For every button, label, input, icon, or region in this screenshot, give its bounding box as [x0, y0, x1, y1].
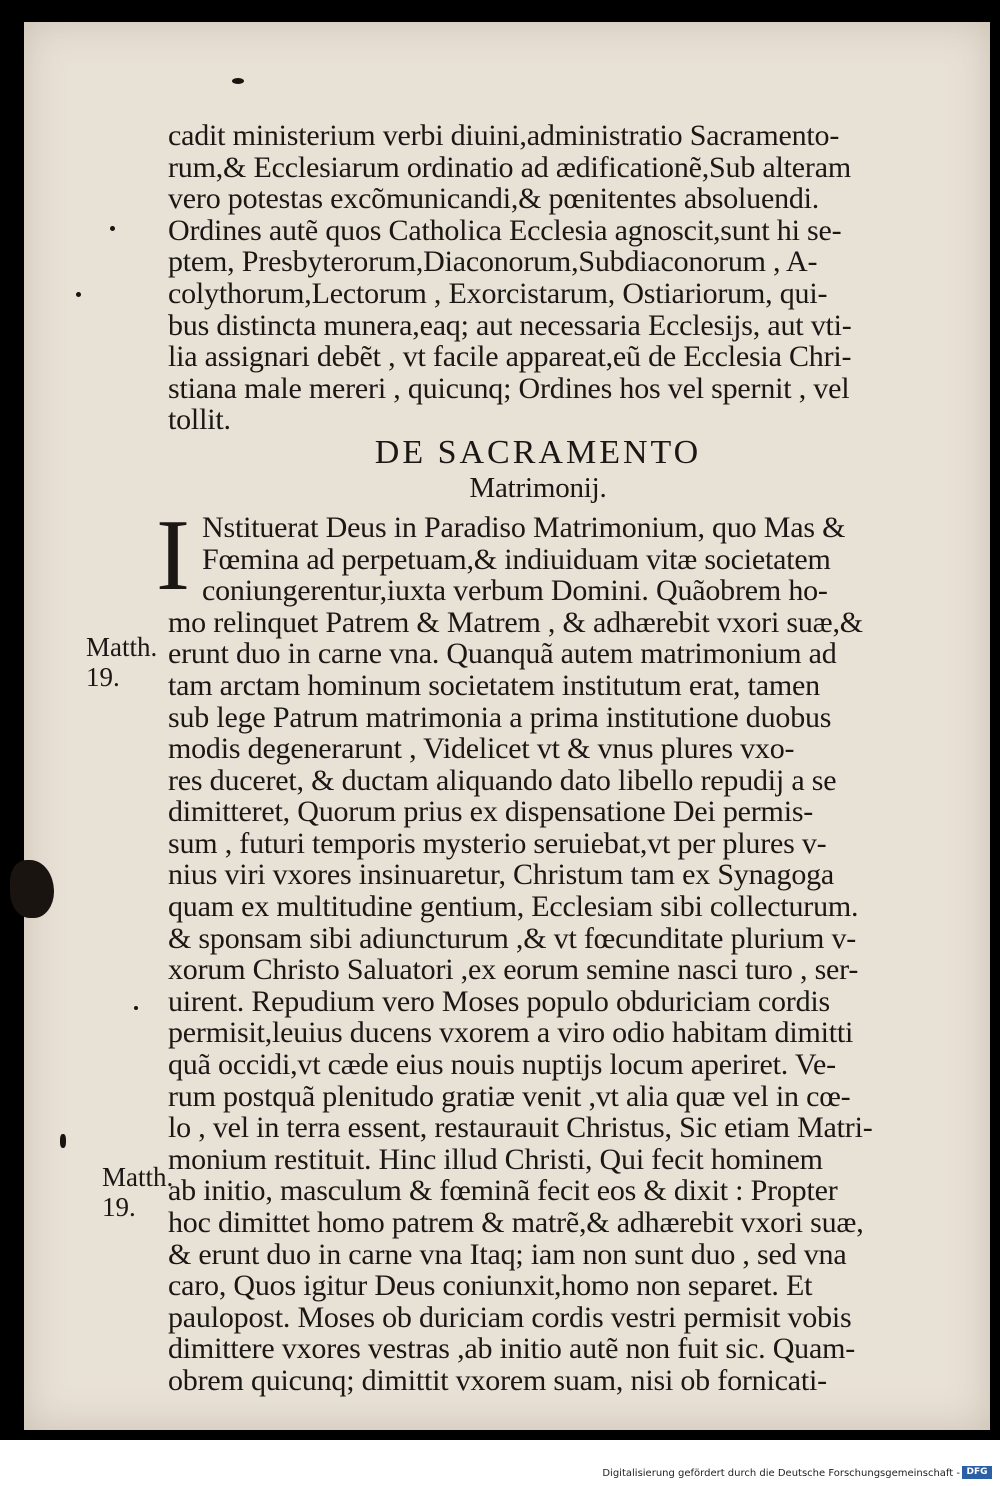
section-body — [168, 607, 928, 1397]
section-top — [168, 120, 928, 436]
text-line: Ordines autẽ quos Catholica Ecclesia agnoscit,sunt hi se- — [168, 213, 842, 247]
text-line: permisit,leuius ducens vxorem a viro odio habitam dimitti — [168, 1016, 854, 1050]
text-line: nius viri vxores insinuaretur, Christum tam ex Synagoga — [168, 858, 835, 892]
ink-stain — [10, 860, 54, 918]
dfg-logo-icon: DFG — [962, 1466, 992, 1479]
ink-speck — [76, 292, 81, 297]
text-line: & sponsam sibi adiuncturum ,& vt fœcunditate plurium v- — [168, 921, 857, 955]
section-heading: DE SACRAMENTO — [374, 433, 702, 471]
text-line: lo , vel in terra essent, restaurauit Christus, Sic etiam Matri- — [168, 1111, 873, 1145]
text-line: caro, Quos igitur Deus coniunxit,homo non separet. Et — [168, 1269, 813, 1303]
text-line: stiana male mereri , quicunq; Ordines hos vel spernit , vel — [168, 371, 850, 405]
text-line: ptem, Presbyterorum,Diaconorum,Subdiaconorum , A- — [168, 245, 818, 279]
text-line: paulopost. Moses ob duriciam cordis vestri permisit vobis — [168, 1300, 852, 1334]
margin-note-num: 19. — [102, 1192, 136, 1222]
text-line: monium restituit. Hinc illud Christi, Qui fecit hominem — [168, 1142, 823, 1176]
section-subheading: Matrimonij. — [469, 471, 607, 504]
text-line: mo relinquet Patrem & Matrem , & adhærebit vxori suæ,& — [168, 605, 863, 639]
text-line: sum , futuri temporis mysterio seruiebat,vt per plures v- — [168, 826, 827, 860]
margin-note-num: 19. — [86, 662, 120, 692]
ink-speck — [110, 226, 115, 231]
text-line: erunt duo in carne vna. Quanquã autem matrimonium ad — [168, 637, 837, 671]
text-line: res duceret, & ductam aliquando dato libello repudij a se — [168, 763, 837, 797]
margin-note-2 — [102, 1162, 173, 1222]
text-line: modis degenerarunt , Videlicet vt & vnus plures vxo- — [168, 732, 795, 766]
margin-note-ref: Matth. — [86, 632, 158, 662]
text-line: rum postquã plenitudo gratiæ venit ,vt alia quæ vel in cœ- — [168, 1079, 851, 1113]
text-line: quam ex multitudine gentium, Ecclesiam sibi collecturum. — [168, 890, 859, 924]
main-text — [156, 119, 928, 1397]
margin-note-ref: Matth. — [102, 1162, 174, 1192]
text-line: quã occidi,vt cæde eius nouis nuptijs locum aperiret. Ve- — [168, 1048, 836, 1082]
drop-cap-letter: I — [156, 498, 190, 612]
margin-note-1 — [86, 632, 157, 692]
text-line: uirent. Repudium vero Moses populo obduriciam cordis — [168, 984, 830, 1018]
text-line: & erunt duo in carne vna Itaq; iam non sunt duo , sed vna — [168, 1237, 847, 1271]
drop-cap-paragraph — [156, 498, 928, 612]
text-line: Nstituerat Deus in Paradiso Matrimonium, quo Mas & — [202, 510, 846, 544]
text-line: rum,& Ecclesiarum ordinatio ad ædificationẽ,Sub alteram — [168, 150, 851, 184]
text-line: bus distincta munera,eaq; aut necessaria Ecclesijs, aut vti- — [168, 308, 852, 342]
text-line: coniungerentur,iuxta verbum Domini. Quãobrem ho- — [202, 574, 828, 608]
text-line: Fœmina ad perpetuam,& indiuiduam vitæ societatem — [202, 542, 831, 576]
text-line: tam arctam hominum societatem institutum erat, tamen — [168, 668, 820, 702]
text-line: dimitteret, Quorum prius ex dispensatione Dei permis- — [168, 795, 814, 829]
text-line: xorum Christo Saluatori ,ex eorum semine nasci turo , ser- — [168, 953, 859, 987]
text-line: vero potestas excõmunicandi,& pœnitentes absoluendi. — [168, 182, 820, 216]
footer-bar — [0, 1440, 1000, 1486]
text-line: ab initio, masculum & fœminã fecit eos & dixit : Propter — [168, 1174, 838, 1208]
text-line: cadit ministerium verbi diuini,administratio Sacramento- — [168, 119, 840, 152]
text-line: colythorum,Lectorum , Exorcistarum, Ostiariorum, qui- — [168, 276, 828, 310]
footer-credit: Digitalisierung gefördert durch die Deutsche Forschungsgemeinschaft - — [602, 1468, 960, 1479]
text-line: sub lege Patrum matrimonia a prima institutione duobus — [168, 700, 832, 734]
ink-speck — [134, 1006, 138, 1010]
text-line: lia assignari debẽt , vt facile appareat,eũ de Ecclesia Chri- — [168, 340, 852, 374]
text-line: dimittere vxores vestras ,ab initio autẽ non fuit sic. Quam- — [168, 1332, 855, 1366]
text-line: tollit. — [168, 403, 231, 437]
ink-speck — [232, 78, 244, 84]
text-line: obrem quicunq; dimittit vxorem suam, nisi ob fornicati- — [168, 1363, 827, 1397]
ink-speck — [60, 1134, 66, 1148]
text-line: hoc dimittet homo patrem & matrẽ,& adhærebit vxori suæ, — [168, 1206, 864, 1239]
